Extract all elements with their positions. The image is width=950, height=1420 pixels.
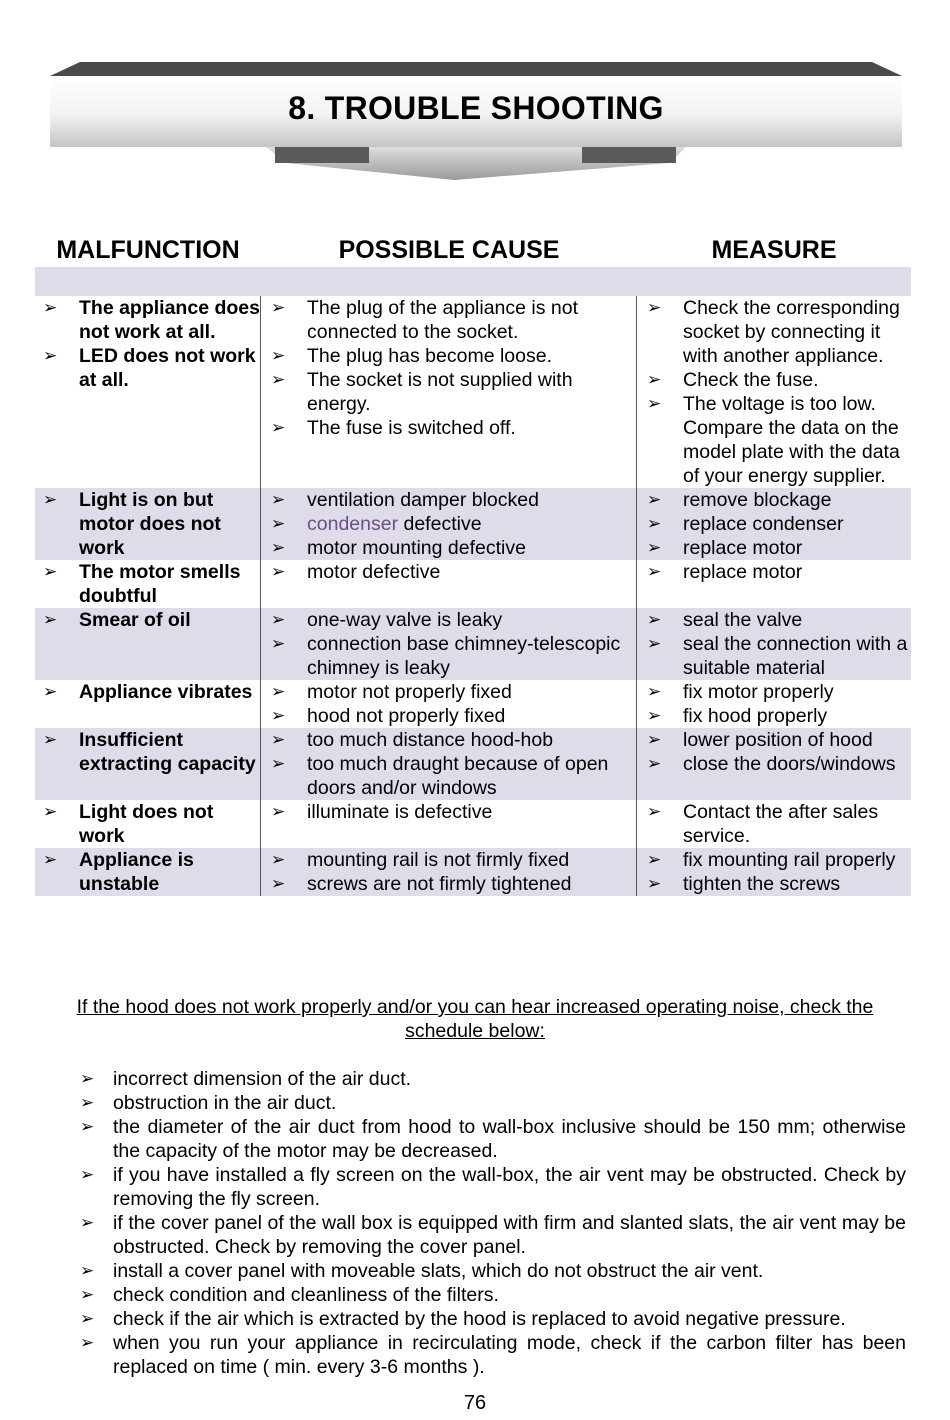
cause-cell: [261, 728, 637, 800]
arrow-bullet-icon: ➢: [271, 538, 286, 557]
cause-cell: [261, 680, 637, 728]
checklist-item-text: if you have installed a fly screen on the wall-box, the air vent may be obstructed. Check by removing the fly screen.: [113, 1164, 906, 1210]
arrow-bullet-icon: ➢: [647, 730, 662, 749]
malfunction-item-text: Smear of oil: [79, 609, 191, 631]
cause-item-text: motor mounting defective: [307, 537, 526, 559]
arrow-bullet-icon: ➢: [647, 370, 662, 389]
arrow-bullet-icon: ➢: [80, 1309, 95, 1328]
cause-item: [271, 632, 636, 680]
measure-item: [647, 512, 911, 536]
arrow-bullet-icon: ➢: [80, 1069, 95, 1088]
measure-item: [647, 392, 911, 488]
measure-item-text: seal the connection with a suitable material: [683, 633, 908, 679]
malfunction-cell: [35, 728, 261, 800]
cause-item-text: illuminate is defective: [307, 801, 493, 823]
arrow-bullet-icon: ➢: [80, 1165, 95, 1184]
measure-item: [647, 368, 911, 392]
arrow-bullet-icon: ➢: [647, 298, 662, 317]
measure-item: [647, 752, 911, 776]
cause-item-text: The plug of the appliance is not connected to the socket.: [307, 297, 579, 343]
arrow-bullet-icon: ➢: [80, 1285, 95, 1304]
malfunction-item-text: Light is on but motor does not work: [79, 489, 221, 559]
cause-item: [271, 608, 636, 632]
arrow-bullet-icon: ➢: [80, 1213, 95, 1232]
checklist-item: [80, 1283, 906, 1307]
cause-cell: [261, 560, 637, 608]
arrow-bullet-icon: ➢: [271, 802, 286, 821]
cause-item-text: screws are not firmly tightened: [307, 873, 572, 895]
measure-cell: [637, 560, 911, 608]
column-header-cause: POSSIBLE CAUSE: [338, 236, 560, 264]
measure-item-text: replace motor: [683, 561, 803, 583]
arrow-bullet-icon: ➢: [43, 682, 58, 701]
measure-item: [647, 560, 911, 584]
cause-item: [271, 488, 636, 512]
cause-item: [271, 344, 636, 368]
arrow-bullet-icon: ➢: [271, 682, 286, 701]
table-header-band: [35, 267, 911, 296]
malfunction-item: [43, 488, 260, 560]
measure-item-text: replace condenser: [683, 513, 844, 535]
measure-item: [647, 800, 911, 848]
cause-item: [271, 296, 636, 344]
measure-item: [647, 632, 911, 680]
arrow-bullet-icon: ➢: [43, 298, 58, 317]
arrow-bullet-icon: ➢: [43, 850, 58, 869]
arrow-bullet-icon: ➢: [271, 370, 286, 389]
arrow-bullet-icon: ➢: [647, 802, 662, 821]
checklist-item-text: obstruction in the air duct.: [113, 1092, 337, 1114]
cause-item: [271, 512, 636, 536]
page-title: 8. TROUBLE SHOOTING: [288, 90, 664, 126]
table-row: [35, 296, 911, 488]
measure-item-text: The voltage is too low. Compare the data on the model plate with the data of your energy supplier.: [683, 393, 900, 487]
malfunction-cell: [35, 560, 261, 608]
malfunction-item-text: LED does not work at all.: [79, 345, 256, 391]
measure-item: [647, 488, 911, 512]
measure-item-text: Check the fuse.: [683, 369, 819, 391]
cause-item: [271, 752, 636, 800]
measure-item: [647, 536, 911, 560]
cause-cell: [261, 608, 637, 680]
cause-item-text: too much draught because of open doors and/or windows: [307, 753, 609, 799]
cause-item: [271, 536, 636, 560]
arrow-bullet-icon: ➢: [271, 346, 286, 365]
measure-item-text: Contact the after sales service.: [683, 801, 879, 847]
arrow-bullet-icon: ➢: [647, 850, 662, 869]
malfunction-cell: [35, 848, 261, 896]
measure-cell: [637, 800, 911, 848]
cause-item: [271, 848, 636, 872]
page-number: 76: [463, 1392, 487, 1414]
arrow-bullet-icon: ➢: [647, 874, 662, 893]
arrow-bullet-icon: ➢: [647, 490, 662, 509]
arrow-bullet-icon: ➢: [647, 562, 662, 581]
measure-item-text: Check the corresponding socket by connecting it with another appliance.: [683, 297, 900, 367]
cause-item-text: hood not properly fixed: [307, 705, 506, 727]
arrow-bullet-icon: ➢: [43, 490, 58, 509]
cause-cell: [261, 488, 637, 560]
arrow-bullet-icon: ➢: [271, 298, 286, 317]
measure-item-text: remove blockage: [683, 489, 832, 511]
checklist-item: [80, 1307, 906, 1331]
arrow-bullet-icon: ➢: [271, 418, 286, 437]
cause-item-text: motor defective: [307, 561, 441, 583]
checklist-item: [80, 1259, 906, 1283]
cause-item-text: connection base chimney-telescopic chimney is leaky: [307, 633, 621, 679]
cause-item: [271, 680, 636, 704]
measure-cell: [637, 296, 911, 488]
measure-cell: [637, 848, 911, 896]
checklist-item-text: the diameter of the air duct from hood to wall-box inclusive should be 150 mm; otherwise the capacity of the motor may be decreased.: [113, 1116, 906, 1162]
measure-item-text: fix motor properly: [683, 681, 834, 703]
measure-item-text: close the doors/windows: [683, 753, 896, 775]
checklist-item: [80, 1115, 906, 1163]
arrow-bullet-icon: ➢: [271, 490, 286, 509]
arrow-bullet-icon: ➢: [647, 706, 662, 725]
table-row: [35, 560, 911, 608]
arrow-bullet-icon: ➢: [43, 730, 58, 749]
arrow-bullet-icon: ➢: [271, 514, 286, 533]
arrow-bullet-icon: ➢: [271, 850, 286, 869]
checklist-item-text: check if the air which is extracted by the hood is replaced to avoid negative pressure.: [113, 1308, 846, 1330]
cause-item-text: one-way valve is leaky: [307, 609, 503, 631]
checklist-item: [80, 1331, 906, 1379]
checklist-item: [80, 1067, 906, 1091]
malfunction-item-text: Insufficient extracting capacity: [79, 729, 256, 775]
measure-item-text: lower position of hood: [683, 729, 873, 751]
checklist-item-text: incorrect dimension of the air duct.: [113, 1068, 412, 1090]
checklist-item: [80, 1163, 906, 1211]
malfunction-item-text: Light does not work: [79, 801, 214, 847]
arrow-bullet-icon: ➢: [647, 682, 662, 701]
malfunction-item-text: The appliance does not work at all.: [79, 297, 260, 343]
malfunction-cell: [35, 680, 261, 728]
arrow-bullet-icon: ➢: [271, 874, 286, 893]
table-row: [35, 728, 911, 800]
measure-item: [647, 872, 911, 896]
arrow-bullet-icon: ➢: [271, 730, 286, 749]
arrow-bullet-icon: ➢: [647, 394, 662, 413]
cause-item-text: The plug has become loose.: [307, 345, 552, 367]
malfunction-cell: [35, 608, 261, 680]
measure-item-text: seal the valve: [683, 609, 803, 631]
malfunction-item: [43, 608, 260, 632]
measure-item: [647, 704, 911, 728]
cause-item-text: too much distance hood-hob: [307, 729, 554, 751]
cause-item: [271, 800, 636, 824]
schedule-note: If the hood does not work properly and/or you can hear increased operating noise, check the schedule below:: [76, 996, 874, 1042]
arrow-bullet-icon: ➢: [43, 562, 58, 581]
cause-cell: [261, 800, 637, 848]
column-header-malfunction: MALFUNCTION: [56, 236, 240, 264]
measure-item: [647, 608, 911, 632]
cause-item: [271, 704, 636, 728]
arrow-bullet-icon: ➢: [80, 1117, 95, 1136]
malfunction-item: [43, 728, 260, 776]
table-row: [35, 488, 911, 560]
arrow-bullet-icon: ➢: [43, 346, 58, 365]
cause-item-text: motor not properly fixed: [307, 681, 512, 703]
checklist-item: [80, 1211, 906, 1259]
measure-cell: [637, 488, 911, 560]
column-header-measure: MEASURE: [711, 236, 837, 264]
cause-cell: [261, 296, 637, 488]
table-row: [35, 680, 911, 728]
arrow-bullet-icon: ➢: [647, 634, 662, 653]
checklist-item-text: check condition and cleanliness of the filters.: [113, 1284, 499, 1306]
arrow-bullet-icon: ➢: [647, 538, 662, 557]
malfunction-item-text: Appliance is unstable: [79, 849, 194, 895]
cause-item: [271, 872, 636, 896]
cause-item: [271, 728, 636, 752]
cause-item-text: mounting rail is not firmly fixed: [307, 849, 570, 871]
arrow-bullet-icon: ➢: [271, 634, 286, 653]
measure-cell: [637, 680, 911, 728]
malfunction-item: [43, 296, 260, 344]
arrow-bullet-icon: ➢: [271, 754, 286, 773]
arrow-bullet-icon: ➢: [271, 562, 286, 581]
arrow-bullet-icon: ➢: [647, 514, 662, 533]
cause-item: [271, 416, 636, 440]
cause-item-text: condenser defective: [307, 513, 482, 535]
measure-item: [647, 848, 911, 872]
measure-cell: [637, 728, 911, 800]
checklist-item-text: when you run your appliance in recirculating mode, check if the carbon filter has been replaced on time ( min. every 3-6 months ).: [113, 1332, 906, 1378]
noise-checklist: [80, 1067, 906, 1379]
cause-item-text: The socket is not supplied with energy.: [307, 369, 573, 415]
measure-item: [647, 728, 911, 752]
arrow-bullet-icon: ➢: [80, 1333, 95, 1352]
condenser-highlight: condenser: [307, 513, 399, 535]
cause-item-text: The fuse is switched off.: [307, 417, 516, 439]
table-row: [35, 800, 911, 848]
arrow-bullet-icon: ➢: [43, 610, 58, 629]
malfunction-item-text: Appliance vibrates: [79, 681, 253, 703]
cause-item: [271, 560, 636, 584]
cause-item-text: ventilation damper blocked: [307, 489, 539, 511]
cause-item: [271, 368, 636, 416]
malfunction-cell: [35, 488, 261, 560]
malfunction-item: [43, 848, 260, 896]
arrow-bullet-icon: ➢: [43, 802, 58, 821]
malfunction-item: [43, 680, 260, 704]
malfunction-cell: [35, 800, 261, 848]
title-banner: [50, 60, 902, 185]
measure-item-text: tighten the screws: [683, 873, 841, 895]
arrow-bullet-icon: ➢: [271, 610, 286, 629]
measure-item-text: replace motor: [683, 537, 803, 559]
measure-item-text: fix hood properly: [683, 705, 828, 727]
arrow-bullet-icon: ➢: [271, 706, 286, 725]
malfunction-item: [43, 560, 260, 608]
measure-cell: [637, 608, 911, 680]
arrow-bullet-icon: ➢: [647, 754, 662, 773]
checklist-item-text: if the cover panel of the wall box is equipped with firm and slanted slats, the air vent may be obstructed. Check by removing the cover panel.: [113, 1212, 906, 1258]
arrow-bullet-icon: ➢: [647, 610, 662, 629]
measure-item: [647, 296, 911, 368]
table-row: [35, 848, 911, 896]
malfunction-item: [43, 344, 260, 392]
arrow-bullet-icon: ➢: [80, 1261, 95, 1280]
malfunction-cell: [35, 296, 261, 488]
malfunction-item: [43, 800, 260, 848]
measure-item-text: fix mounting rail properly: [683, 849, 896, 871]
troubleshooting-table: [35, 267, 911, 896]
cause-cell: [261, 848, 637, 896]
checklist-item: [80, 1091, 906, 1115]
measure-item: [647, 680, 911, 704]
malfunction-item-text: The motor smells doubtful: [79, 561, 241, 607]
table-row: [35, 608, 911, 680]
checklist-item-text: install a cover panel with moveable slats, which do not obstruct the air vent.: [113, 1260, 764, 1282]
arrow-bullet-icon: ➢: [80, 1093, 95, 1112]
